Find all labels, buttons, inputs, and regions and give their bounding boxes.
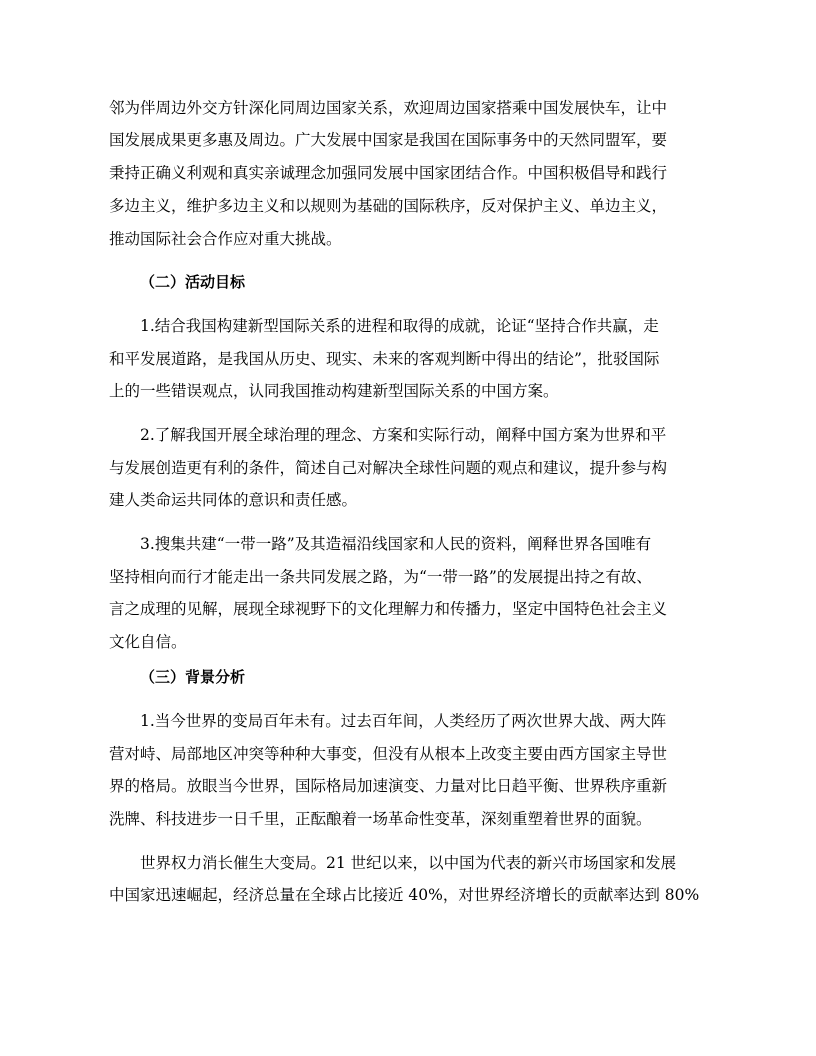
paragraph-line: 世界权力消长催生大变局。21 世纪以来，以中国为代表的新兴市场国家和发展 <box>140 854 677 872</box>
paragraph-line: 中国家迅速崛起，经济总量在全球占比接近 40%，对世界经济增长的贡献率达到 80% <box>109 886 700 904</box>
paragraph-line: 言之成理的见解，展现全球视野下的文化理解力和传播力，坚定中国特色社会主义 <box>109 600 668 618</box>
paragraph-line: 国发展成果更多惠及周边。广大发展中国家是我国在国际事务中的天然同盟军，要 <box>109 131 668 149</box>
paragraph-line: 3.搜集共建“一带一路”及其造福沿线国家和人民的资料，阐释世界各国唯有 <box>140 535 652 553</box>
paragraph-line: 文化自信。 <box>109 633 187 651</box>
paragraph-line: 秉持正确义利观和真实亲诚理念加强同发展中国家团结合作。中国积极倡导和践行 <box>109 164 668 182</box>
paragraph-line: 1.结合我国构建新型国际关系的进程和取得的成就，论证“坚持合作共赢，走 <box>140 317 659 335</box>
section-heading: （三）背景分析 <box>140 668 246 686</box>
paragraph-line: 邻为伴周边外交方针深化同周边国家关系，欢迎周边国家搭乘中国发展快车，让中 <box>109 99 668 117</box>
paragraph-line: 推动国际社会合作应对重大挑战。 <box>109 230 342 248</box>
paragraph-line: 与发展创造更有利的条件，简述自己对解决全球性问题的观点和建议，提升参与构 <box>109 459 668 477</box>
paragraph-line: 坚持相向而行才能走出一条共同发展之路，为“一带一路”的发展提出持之有故、 <box>109 568 652 586</box>
paragraph-line: 建人类命运共同体的意识和责任感。 <box>109 491 358 509</box>
paragraph-line: 1.当今世界的变局百年未有。过去百年间，人类经历了两次世界大战、两大阵 <box>140 712 667 730</box>
paragraph-line: 上的一些错误观点，认同我国推动构建新型国际关系的中国方案。 <box>109 382 559 400</box>
paragraph-line: 营对峙、局部地区冲突等种种大事变，但没有从根本上改变主要由西方国家主导世 <box>109 745 668 763</box>
paragraph-line: 多边主义，维护多边主义和以规则为基础的国际秩序，反对保护主义、单边主义， <box>109 197 668 215</box>
paragraph-line: 和平发展道路，是我国从历史、现实、未来的客观判断中得出的结论”，批驳国际 <box>109 350 660 368</box>
section-heading: （二）活动目标 <box>140 273 246 291</box>
paragraph-line: 2.了解我国开展全球治理的理念、方案和实际行动，阐释中国方案为世界和平 <box>140 426 667 444</box>
paragraph-line: 界的格局。放眼当今世界，国际格局加速演变、力量对比日趋平衡、世界秩序重新 <box>109 777 668 795</box>
paragraph-line: 洗牌、科技进步一日千里，正酝酿着一场革命性变革，深刻重塑着世界的面貌。 <box>109 810 652 828</box>
